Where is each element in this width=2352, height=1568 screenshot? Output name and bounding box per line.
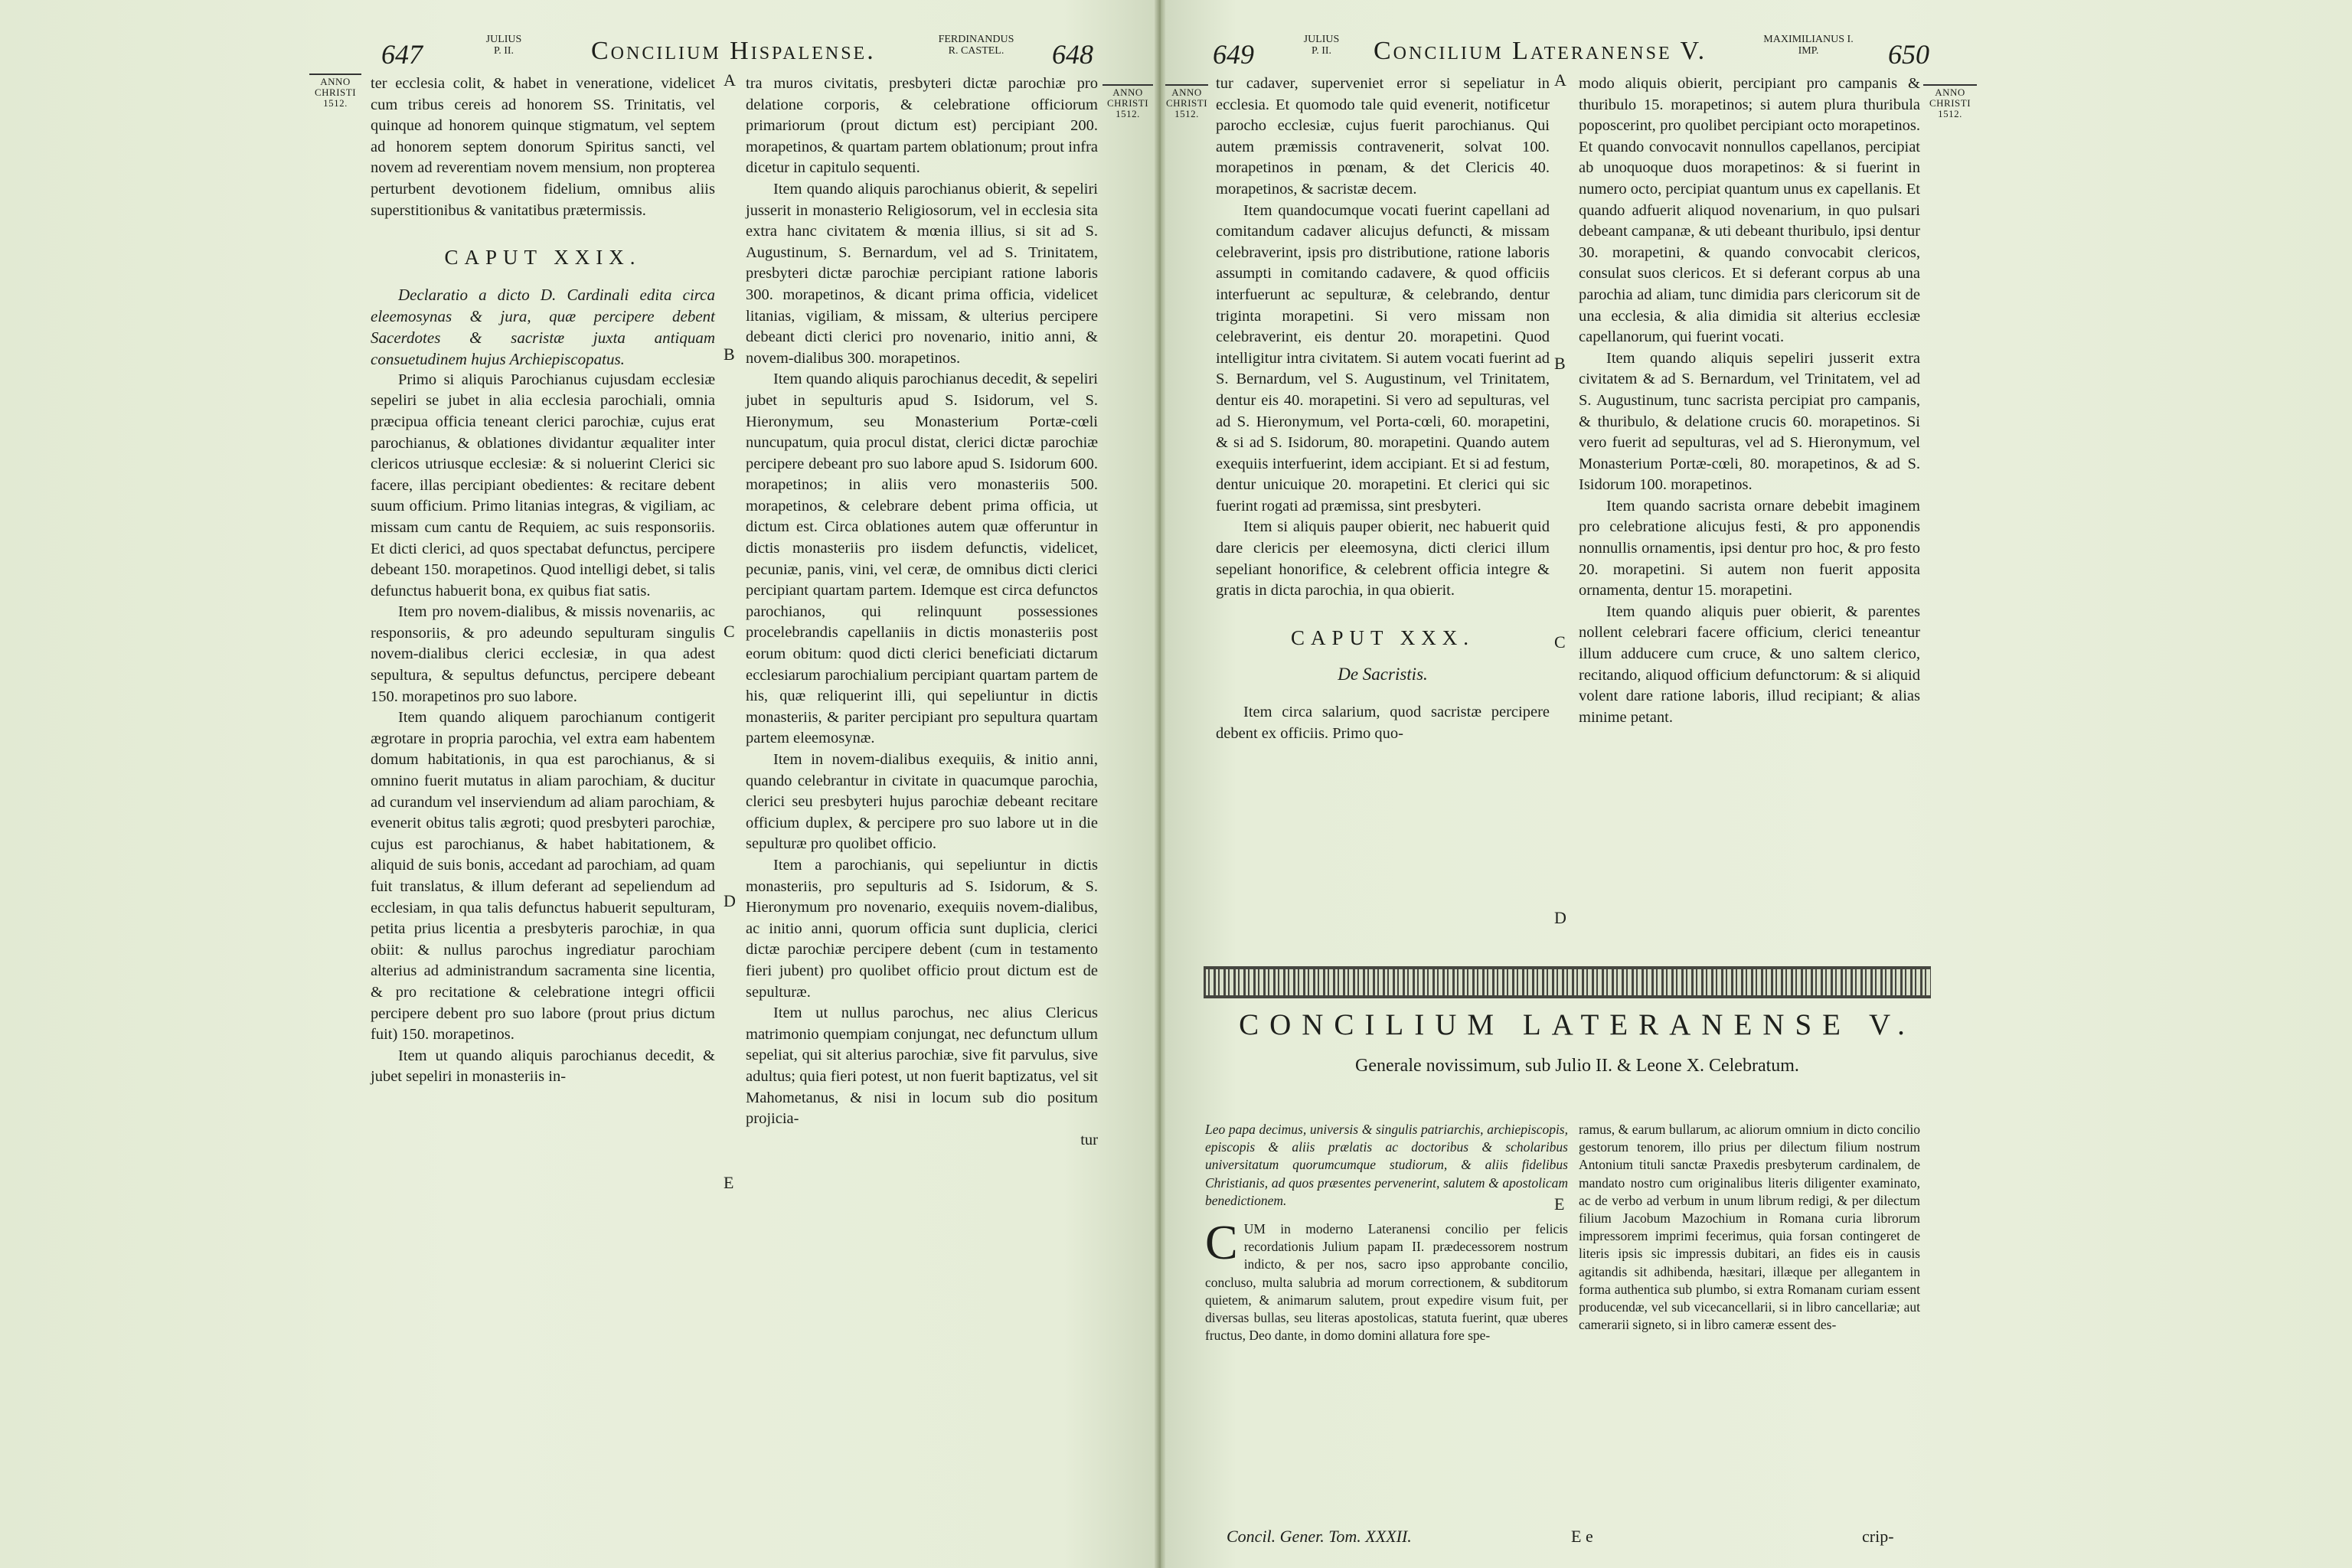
margin-letter: E [724, 1173, 734, 1192]
paragraph: Item quando aliquis puer obierit, & parentes nollent celebrari facere officium, clerici teneantur illum adducere cum cruce, & uno saltem clerico, recitando, aliquod officium defunctorum: & si aliquid volent dare ratione laboris, illud recipiant; & alias minime petant. [1579, 603, 1920, 726]
paragraph: Item a parochianis, qui sepeliuntur in dictis monasteriis, pro sepulturis ad S. Isidorum, & S. Hieronymum pro novenario, exequiis novem-dialibus, ac initio anni, quorum officia sunt duplicia, clerici dictæ parochiæ percipere debent (cum in testamento fieri jubent) pro quolibet officio prout dictum est de sepulturæ. [746, 856, 1098, 1001]
margin-letter: B [1554, 354, 1566, 373]
right-column-2 [1579, 74, 1920, 728]
anno-christi-inner [1102, 84, 1153, 119]
running-head-pope [1291, 34, 1352, 57]
anno-line: CHRISTI [1929, 97, 1971, 109]
paragraph: Item quando aliquis parochianus obierit, & sepeliri jusserit in monasterio Religiosorum, vel in ecclesia sita extra hanc civitatem & mœnia illius, si sit ad S. Augustinum, S. Bernardum, vel ad S. Trinitatem, presbyteri dictæ parochiæ percipiant ratione laboris 300. morapetinos, & dicant prima officia, videlicet litanias, vigiliam, & missam, & ulterius percipere debeant dicti clerici pro novenario, initio anni, & novem-dialibus 300. morapetinos. [746, 180, 1098, 367]
paragraph: Item quando sacrista ornare debebit imaginem pro celebratione alicujus festi, & pro apponendis nonnullis ornamentis, ipsi dentur pro hoc, & pro festo 20. morapetini. Si autem non fuerit apposita ornamenta, dentur 15. morapetini. [1579, 497, 1920, 599]
anno-line: 1512. [1938, 108, 1962, 119]
right-page [1165, 0, 2352, 1568]
running-head-line: JULIUS [1303, 34, 1340, 45]
signature-mark: E e [1571, 1527, 1593, 1546]
margin-letter: C [1554, 632, 1566, 652]
margin-letter: A [724, 70, 736, 90]
folio-649: 649 [1213, 39, 1254, 70]
folio-650: 650 [1888, 39, 1929, 70]
running-head-line: FERDINANDUS [938, 34, 1014, 45]
running-title-right: Concilium Lateranense V. [1374, 37, 1707, 65]
margin-letter: D [1554, 908, 1566, 927]
chapter-subheading: De Sacristis. [1338, 665, 1428, 684]
paragraph: Item quando aliquis parochianus decedit, & sepeliri jubet in sepulturis apud S. Isidorum, vel S. Hieronymum, seu Monasterium Portæ-cœli nuncupatum, quia procul distat, clerici dictæ parochiæ percipere debeant pro suo labore apud S. Isidorum 600. morapetinos; in aliis vero monasteriis 500. morapetinos, & celebrare debent prima officia, ut dictum est. Circa oblationes autem quæ offeruntur in dictis monasteriis pro iisdem defunctis, videlicet, pecuniæ, panis, vini, vel ceræ, de omnibus dicti clerici percipiant quartam partem. Idemque est circa defunctos parochianos, qui relinquunt possessiones procelebrandis capellaniis in dictis monasteriis post eorum obitum: quod dicti clerici beneficiati dictarum ecclesiarum parochialium percipiant quartam partem de his, quæ reliquerint illi, qui sepeliuntur in dictis monasteriis, & pariter percipiant pro sepultura quartam partem eleemosynæ. [746, 371, 1098, 747]
anno-line: CHRISTI [314, 87, 357, 98]
anno-christi-margin [1923, 84, 1977, 119]
paragraph: Primo si aliquis Parochianus cujusdam ecclesiæ sepeliri se jubet in alia ecclesia parochiali, omnia præcipua officia teneant clerici parochiæ, cujus erat parochianus, & oblationes dividantur æqualiter inter clericos utriusque ecclesiæ: & si noluerint Clerici sic facere, illas percipiant obedientes: & recitare debent suum officium. Primo litanias integras, & vigiliam, ac missam cum cantu de Requiem, ac suis responsoriis. Et dicti clerici, ad quos spectabat defunctus, percipere debeant 150. morapetinos. Quod intelligi debet, si talis defunctus habuerit bona, ex quibus fiat satis. [371, 371, 715, 599]
anno-line: CHRISTI [1165, 97, 1208, 109]
left-page [0, 0, 1156, 1568]
bull-text: ramus, & earum bullarum, ac aliorum omnium in dicto concilio gestorum tenorem, illo prius per dilectum filium nostrum Antonium tituli sanctæ Praxedis presbyterum cardinalem, de mandato nostro cum originalibus literis diligenter examinato, ac de verbo ad verbum in unum librum redigi, & per dilectum filium Jacobum Mazochium in Romana curia librorum impressorem imprimi fecerimus, quia forsan contingeret de literis ipsis sic impressis dubitari, an fides eis in causis agitandis sit adhibenda, hæsitari, illæque per allegantem in forma authentica sub plumbo, si extra Romanam curiam essent producendæ, vel sub vicecancellarii, si in libro cancellariæ; aut camerarii signeto, si in libro cameræ essent des- [1579, 1122, 1920, 1333]
running-head-pope [473, 34, 534, 57]
paragraph: Item ut quando aliquis parochianus decedit, & jubet sepeliri in monasteriis in- [371, 1047, 715, 1086]
chapter-heading: CAPUT XXX. [1290, 626, 1475, 649]
paragraph: Item si aliquis pauper obierit, nec habuerit quid dare clericis per eleemosyna, dicti clerici illum sepeliant honorifice, & celebrent officia integre & gratis in dicta parochia, in qua obierit. [1216, 518, 1550, 599]
chapter-summary: Declaratio a dicto D. Cardinali edita circa eleemosynas & jura, quæ percipere debent Sacerdotes & sacristæ juxta antiquam consuetudinem hujus Archiepiscopatus. [371, 285, 715, 368]
running-head-line: JULIUS [485, 34, 522, 45]
anno-line: 1512. [1174, 108, 1199, 119]
signature-line: Concil. Gener. Tom. XXXII. [1227, 1527, 1412, 1546]
anno-line: ANNO [1165, 84, 1208, 98]
catchword: tur [1080, 1131, 1098, 1148]
drop-cap: C [1205, 1215, 1238, 1270]
paragraph: Item in novem-dialibus exequiis, & initio anni, quando celebrantur in civitate in quacumque parochia, clerici seu presbyteri hujus parochiæ debeant recitare officium duplex, & percipere pro suo labore ut in die sepulturæ pro quolibet officio. [746, 751, 1098, 853]
running-head-emperor [1747, 34, 1870, 57]
paragraph: Item quando aliquis sepeliri jusserit extra civitatem & ad S. Bernardum, vel Trinitatem, vel ad S. Augustinum, tunc sacrista percipiat pro campanis, & thuribulo, & delatione crucis 60. morapetinos. Si vero fuerit ad sepulturas, vel ad S. Hieronymum, vel Monasterium Portæ-cœli, 80. morapetinos, & ad S. Isidorum 100. morapetinos. [1579, 349, 1920, 494]
anno-line: ANNO [309, 74, 361, 87]
anno-christi-margin [309, 74, 361, 109]
bull-text: UM in moderno Lateranensi concilio per felicis recordationis Julium papam II. prædecessorem nostrum indicto, & per nos, sacro ipso approbante concilio, concluso, multa salubria ad morum correctionem, & subditorum quietem, & animarum salutem, prout expedire visum fuit, per diversas bullas, seu literas apostolicas, statuta fuerint, quæ uberes fructus, Deo dante, in domo domini allatura fore spe- [1205, 1221, 1568, 1344]
margin-letter: D [724, 891, 736, 910]
right-column-1 [1216, 74, 1550, 744]
council-subtitle: Generale novissimum, sub Julio II. & Leone X. Celebratum. [1355, 1056, 1799, 1076]
letter-column-2 [1579, 1121, 1920, 1334]
running-head-line: P. II. [493, 45, 514, 57]
letter-column-1 [1205, 1121, 1568, 1344]
anno-line: CHRISTI [1106, 97, 1149, 109]
anno-line: 1512. [323, 97, 348, 109]
chapter-heading: CAPUT XXIX. [444, 246, 642, 270]
paragraph: Item circa salarium, quod sacristæ percipere debent ex officiis. Primo quo- [1216, 704, 1550, 742]
bull-address: Leo papa decimus, universis & singulis patriarchis, archiepiscopis, episcopis & aliis prælatis ac doctoribus & scholaribus universitatum quorumcumque studiorum, & aliis fidelibus Christianis, ad quos præsentes pervenerint, salutem & apostolicam benedictionem. [1205, 1122, 1568, 1208]
anno-christi-inner [1165, 84, 1208, 119]
running-head-line: R. CASTEL. [948, 45, 1004, 57]
anno-line: ANNO [1102, 84, 1153, 98]
margin-letter: E [1554, 1194, 1565, 1214]
folio-647: 647 [381, 39, 423, 70]
paragraph: ter ecclesia colit, & habet in veneratione, videlicet cum tribus cereis ad honorem SS. Trinitatis, vel quinque ad honorem quinque stigmatum, vel septem ad honorem septem donorum Spiritus sancti, vel novem ad reverentiam novem mensium, non propterea perturbent devotionem fidelium, omnibus aliis superstitionibus & vanitatibus prætermissis. [371, 75, 715, 219]
paragraph: modo aliquis obierit, percipiant pro campanis & thuribulo 15. morapetinos; si autem plura thuribula poposcerint, pro quolibet percipiant octo morapetinos. Et quando convocavit nonnullos capellanos, percipiat ab unoquoque duos morapetinos: & si fuerint in numero octo, percipiat quantum unus ex capellanis. Et quando adfuerit aliquod novenarium, in quo pulsari debeant campanæ, & uti debeant thuribulo, ipsi dentur 30. morapetini, & quando convocabit clericos, consulat suos clericos. Et si deferant corpus ab una parochia ad aliam, tunc dimidia pars clericorum sit de una ecclesia, & alia dimidia sit alterius ecclesiæ capellanorum, qui fuerint vocati. [1579, 75, 1920, 346]
paragraph: Item pro novem-dialibus, & missis novenariis, ac responsoriis, & pro adeundo sepulturam singulis novem-dialibus clerici ecclesiæ, in qua adest sepultura, & sepultus defunctus, percipere debeant 150. morapetinos pro suo labore. [371, 603, 715, 705]
margin-letter: A [1554, 70, 1566, 90]
bull-opening [1205, 1215, 1568, 1344]
left-column-1 [371, 74, 715, 1088]
folio-648: 648 [1052, 39, 1093, 70]
paragraph: tra muros civitatis, presbyteri dictæ parochiæ pro delatione corporis, & celebratione officiorum primariorum (prout dictum est) percipiant 200. morapetinos, & quartam partem oblationum; prout infra dicetur in capitulo sequenti. [746, 75, 1098, 177]
running-head-king [926, 34, 1026, 57]
anno-line: 1512. [1116, 108, 1140, 119]
catchword: crip- [1862, 1527, 1894, 1546]
running-head-line: MAXIMILIANUS I. [1763, 34, 1854, 45]
paragraph: Item quandocumque vocati fuerint capellani ad comitandum cadaver alicujus defuncti, & missam celebraverint, ipsis pro distributione, ratione laboris assumpti in comitando cadavere, & quod officiis interfuerunt ac sepulturæ, & celebrando, dentur triginta morapetini. Si vero missam non celebraverint, eis dentur 20. morapetini. Quod intelligitur intra civitatem. Si autem vocati fuerint ad S. Bernardum, vel S. Augustinum, vel Trinitatem, dentur eis 40. morapetini. Si vero ad sepulturas, vel ad S. Hieronymum, vel Porta-cœli, 60. morapetini, & si ad S. Isidorum, 80. morapetini. Quando autem exequiis interfuerint, idem accipiant. Et si ad festum, dentur unicuique 20. morapetini. Et clerici qui sic fuerint rogati ad præmissa, sint presbyteri. [1216, 201, 1550, 514]
paragraph: Item quando aliquem parochianum contigerit ægrotare in propria parochia, vel extra eam habentem domum habitationis, in qua est parochianus, & si omnino fuerit mutatus in aliam parochiam, & ducitur ad curandum vel inserviendum ad aliam parochiam, & evenerit obitus talis ægroti; quod presbyteri parochiæ, cujus est parochianus, & habet habitationem, & aliquid de suis bonis, accedant ad parochiam, ad quam fuit translatus, & illum deferant ad sepeliendum ad ecclesiam, in qua talis defunctus habuerit sepulturam, petita prius licentia a presbyteris parochiæ, in qua obiit: & nullus parochus ingrediatur parochiam alterius ad administrandum sacramenta sine licentia, & pro recitatione & celebratione integri officii percipere debent pro suo labore (prout prius dictum fuit) 150. morapetinos. [371, 709, 715, 1044]
running-head-line: P. II. [1311, 45, 1332, 57]
running-head-line: IMP. [1798, 45, 1819, 57]
paragraph: Item ut nullus parochus, nec alius Clericus matrimonio quempiam conjungat, nec defunctum ullum sepeliat, qui sit alterius parochiæ, sive fit parvulus, sive adultus; quia fieri potest, ut non fuerit baptizatus, vel sit Mahometanus, & nisi in locum sub dio positum projicia- [746, 1004, 1098, 1128]
left-column-2 [746, 74, 1098, 1151]
council-title: CONCILIUM LATERANENSE V. [1239, 1008, 1916, 1041]
margin-letter: B [724, 345, 735, 364]
paragraph: tur cadaver, superveniet error si sepeliatur in ecclesia. Et quomodo tale quid evenerit, notificetur parocho ecclesiæ, cujus fuerit parochianus. Qui autem præmissis contravenerit, solvat 100. morapetinos in pœnam, & det Clericis 40. morapetinos, & sacristæ decem. [1216, 75, 1550, 198]
ornamental-band [1204, 966, 1931, 998]
anno-line: ANNO [1923, 84, 1977, 98]
margin-letter: C [724, 622, 735, 641]
running-title-left: Concilium Hispalense. [591, 37, 876, 65]
